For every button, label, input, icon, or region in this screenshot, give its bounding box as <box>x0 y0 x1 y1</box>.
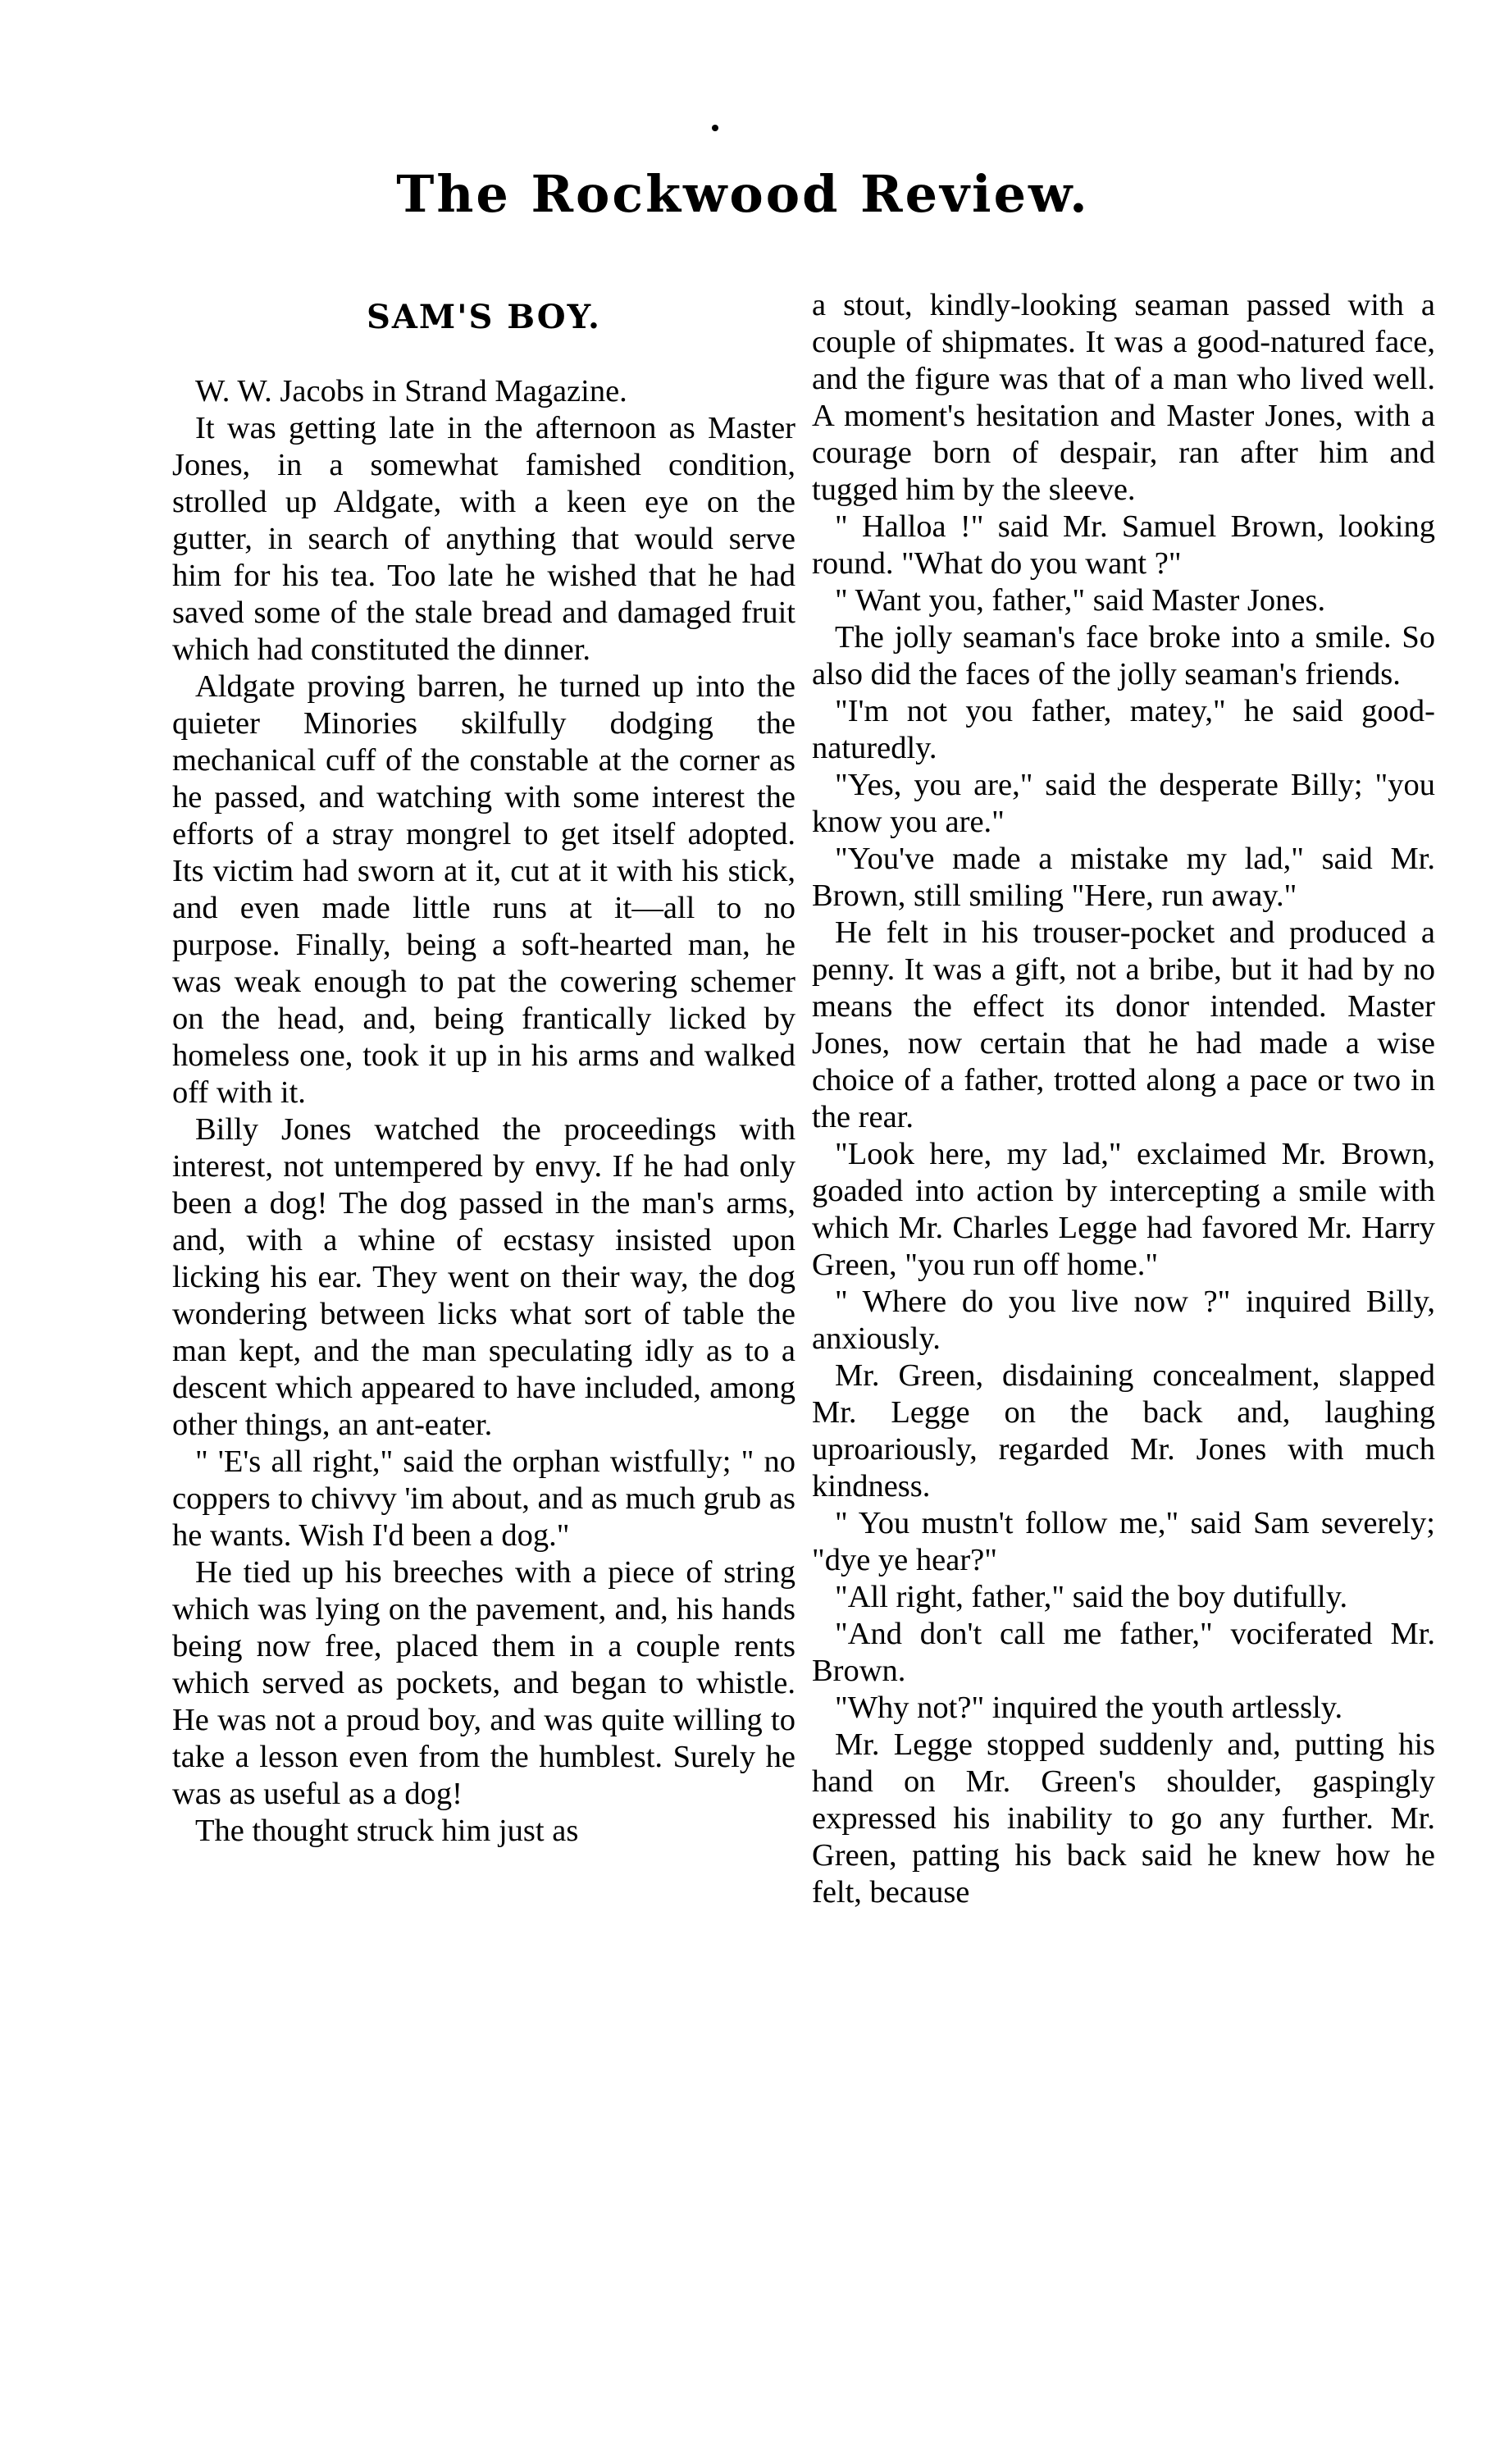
masthead-title: The Rockwood Review. <box>396 164 1090 224</box>
paragraph: "Yes, you are," said the desperate Billy; "you know you are." <box>812 768 1435 839</box>
paragraph: "All right, father," said the boy dutifully. <box>835 1580 1348 1614</box>
paragraph: "Why not?" inquired the youth artlessly. <box>835 1691 1343 1725</box>
paragraph: The thought struck him just as <box>195 1814 579 1848</box>
paragraph: He felt in his trouser-pocket and produced a penny. It was a gift, not a bribe, but it had by no means the effect its donor intended. Master Jones, now certain that he had made a wise choice of a father, trotted along a pace or two in the rear. <box>812 915 1435 1134</box>
paragraph: " Want you, father," said Master Jones. <box>835 583 1326 618</box>
paragraph: Aldgate proving barren, he turned up into the quieter Minories skilfully dodging the mechanical cuff of the constable at the corner as he passed, and watching with some interest the efforts of a stray mongrel to get itself adopted. Its victim had sworn at it, cut at it with his stick, and even made little runs at it—all to no purpose. Finally, being a soft-hearted man, he was weak enough to pat the cowering schemer on the head, and, being frantically licked by homeless one, took it up in his arms and walked off with it. <box>172 669 795 1110</box>
paragraph: " 'E's all right," said the orphan wistfully; " no coppers to chivvy 'im about, and as much grub as he wants. Wish I'd been a dog." <box>172 1444 795 1553</box>
paragraph: Billy Jones watched the proceedings with interest, not untempered by envy. If he had only been a dog! The dog passed in the man's arms, and, with a whine of ecstasy insisted upon licking his ear. They went on their way, the dog wondering between licks what sort of table the man kept, and the man speculating idly as to a descent which appeared to have included, among other things, an ant-eater. <box>172 1112 795 1442</box>
paragraph: "And don't call me father," vociferated Mr. Brown. <box>812 1617 1435 1688</box>
paragraph: "I'm not you father, matey," he said good-naturedly. <box>812 694 1435 765</box>
article-headline: SAM'S BOY. <box>367 298 601 336</box>
paragraph: The jolly seaman's face broke into a smile. So also did the faces of the jolly seaman's friends. <box>812 620 1435 691</box>
paragraph: It was getting late in the afternoon as Master Jones, in a somewhat famished condition, strolled up Aldgate, with a keen eye on the gutter, in search of anything that would serve him for his tea. Too late he wished that he had saved some of the stale bread and damaged fruit which had constituted the dinner. <box>172 411 795 667</box>
left-column <box>172 287 795 1850</box>
paragraph: " You mustn't follow me," said Sam severely; "dye ye hear?" <box>812 1506 1435 1577</box>
article-byline: W. W. Jacobs in Strand Magazine. <box>195 374 627 408</box>
paragraph: Mr. Green, disdaining concealment, slapped Mr. Legge on the back and, laughing uproariously, regarded Mr. Jones with much kindness. <box>812 1358 1435 1503</box>
paragraph: " Halloa !" said Mr. Samuel Brown, looking round. "What do you want ?" <box>812 509 1435 581</box>
paragraph: " Where do you live now ?" inquired Billy, anxiously. <box>812 1284 1435 1356</box>
paragraph: "Look here, my lad," exclaimed Mr. Brown, goaded into action by intercepting a smile with which Mr. Charles Legge had favored Mr. Harry Green, "you run off home." <box>812 1137 1435 1282</box>
paragraph: "You've made a mistake my lad," said Mr. Brown, still smiling "Here, run away." <box>812 842 1435 913</box>
right-column <box>812 287 1435 1911</box>
paragraph-continued: a stout, kindly-looking seaman passed with a couple of shipmates. It was a good-natured face, and the figure was that of a man who lived well. A moment's hesitation and Master Jones, with a courage born of despair, ran after him and tugged him by the sleeve. <box>812 288 1435 507</box>
paragraph: He tied up his breeches with a piece of string which was lying on the pavement, and, his hands being now free, placed them in a couple rents which served as pockets, and began to whistle. He was not a proud boy, and was quite willing to take a lesson even from the humblest. Surely he was as useful as a dog! <box>172 1555 795 1811</box>
ornament-dot <box>712 125 718 131</box>
paragraph: Mr. Legge stopped suddenly and, putting his hand on Mr. Green's shoulder, gaspingly expressed his inability to go any further. Mr. Green, patting his back said he knew how he felt, because <box>812 1727 1435 1910</box>
